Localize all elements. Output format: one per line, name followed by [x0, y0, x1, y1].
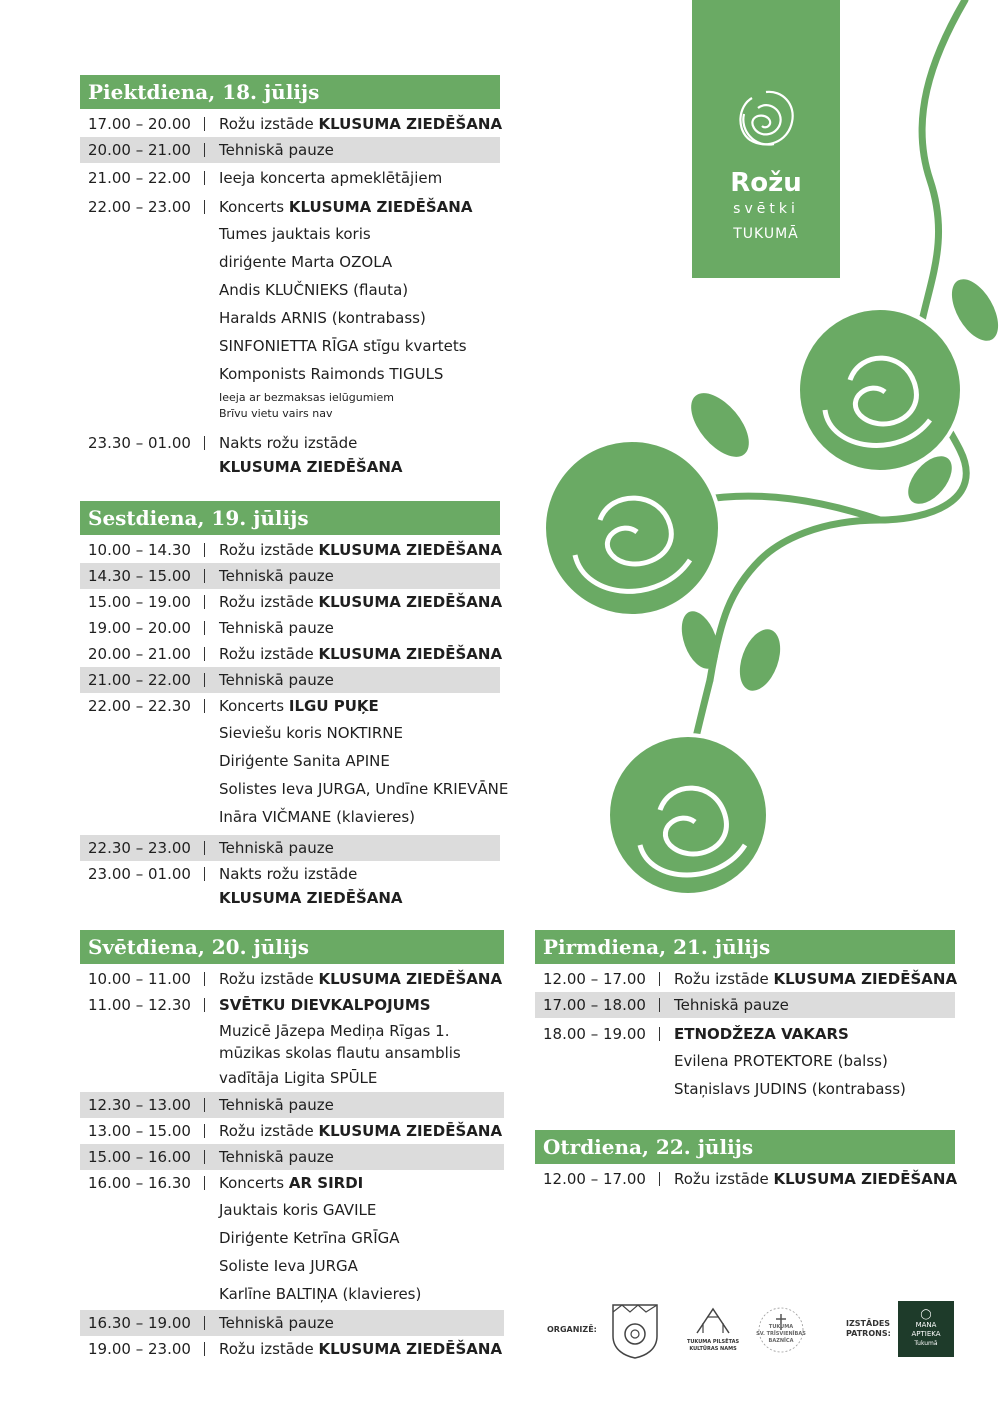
day-title: Otrdiena, 22. jūlijs [535, 1130, 955, 1164]
performer: Solistes Ieva JURGA, Undīne KRIEVĀNE [219, 780, 509, 798]
schedule-row: 10.00 – 14.30 Rožu izstāde KLUSUMA ZIEDĒŠANA [88, 541, 503, 559]
schedule-row-pause: 15.00 – 16.00 Tehniskā pauze [80, 1144, 504, 1170]
schedule-row-pause: 14.30 – 15.00 Tehniskā pauze [80, 563, 500, 589]
schedule-row: 12.00 – 17.00 Rožu izstāde KLUSUMA ZIEDĒŠANA [543, 1170, 958, 1188]
performer: Haralds ARNIS (kontrabass) [219, 309, 426, 327]
schedule-row: 10.00 – 11.00 Rožu izstāde KLUSUMA ZIEDĒŠANA [88, 970, 503, 988]
schedule-row-concert: 22.00 – 23.00 Koncerts KLUSUMA ZIEDĒŠANA [88, 198, 473, 216]
performer: Diriģente Sanita APINE [219, 752, 390, 770]
schedule-row-service: 11.00 – 12.30 SVĒTKU DIEVKALPOJUMS [88, 996, 431, 1014]
time: 17.00 – 20.00 [88, 115, 191, 133]
day-friday [80, 75, 503, 478]
patron-label: IZSTĀDES PATRONS: [846, 1319, 891, 1338]
schedule-row-pause: 12.30 – 13.00 Tehniskā pauze [80, 1092, 504, 1118]
day-tuesday [535, 1130, 958, 1192]
schedule-row-concert: 22.00 – 22.30 Koncerts ILGU PUĶE [88, 697, 379, 715]
performer: vadītāja Ligita SPŪLE [219, 1069, 378, 1087]
schedule-row: 20.00 – 21.00 Rožu izstāde KLUSUMA ZIEDĒŠANA [88, 645, 503, 663]
schedule-row-concert: 18.00 – 19.00 ETNODŽEZA VAKARS [543, 1025, 849, 1043]
note: Brīvu vietu vairs nav [219, 407, 333, 420]
day-title: Pirmdiena, 21. jūlijs [535, 930, 955, 964]
schedule-row-pause: 22.30 – 23.00 Tehniskā pauze [80, 835, 500, 861]
schedule-row: 19.00 – 23.00 Rožu izstāde KLUSUMA ZIEDĒŠANA [88, 1340, 503, 1358]
schedule-row: 13.00 – 15.00 Rožu izstāde KLUSUMA ZIEDĒŠANA [88, 1122, 503, 1140]
schedule-row: 17.00 – 20.00 Rožu izstāde KLUSUMA ZIEDĒŠANA [80, 111, 500, 137]
event-name: KLUSUMA ZIEDĒŠANA [219, 458, 403, 476]
day-monday [535, 930, 958, 1103]
schedule-row: 23.00 – 01.00 Nakts rožu izstāde [88, 865, 358, 883]
schedule-row-pause: 16.30 – 19.00 Tehniskā pauze [80, 1310, 504, 1336]
schedule-row: 12.00 – 17.00 Rožu izstāde KLUSUMA ZIEDĒŠANA [543, 970, 958, 988]
performer: Staņislavs JUDINS (kontrabass) [674, 1080, 906, 1098]
performer: Sieviešu koris NOKTIRNE [219, 724, 403, 742]
performer: Soliste Ieva JURGA [219, 1257, 358, 1275]
performer: Ināra VIČMANE (klavieres) [219, 808, 415, 826]
church-label: TUKUMA SV. TRĪSVIENĪBAS BAZNĪCA [756, 1324, 806, 1344]
culture-house-icon [693, 1303, 733, 1339]
tukums-coat-of-arms-icon [610, 1300, 660, 1360]
performer: Karlīne BALTIŅA (klavieres) [219, 1285, 422, 1303]
schedule-row: 21.00 – 22.00 Ieeja koncerta apmeklētājiem [88, 169, 443, 187]
day-sunday [80, 930, 504, 1362]
performer: Andis KLUČNIEKS (flauta) [219, 281, 409, 299]
day-saturday [80, 501, 509, 909]
logo-location: TUKUMĀ [733, 226, 799, 242]
schedule-row: 23.30 – 01.00 Nakts rožu izstāde [88, 434, 358, 452]
logo-subtitle: svētki [733, 201, 799, 217]
day-title: Piektdiena, 18. jūlijs [80, 75, 500, 109]
aptieka-icon: ◯ [920, 1309, 932, 1320]
event-name: KLUSUMA ZIEDĒŠANA [219, 889, 403, 907]
culture-house-label: TUKUMA PILSĒTAS KULTŪRAS NAMS [686, 1339, 740, 1352]
performer: mūzikas skolas flautu ansamblis [219, 1044, 461, 1062]
organize-label: ORGANIZĒ: [547, 1325, 597, 1334]
schedule-row-pause: 17.00 – 18.00 Tehniskā pauze [535, 992, 955, 1018]
performer: Evilena PROTEKTORE (balss) [674, 1052, 888, 1070]
performer: Diriģente Ketrīna GRĪGA [219, 1229, 400, 1247]
performer: Komponists Raimonds TIGULS [219, 365, 444, 383]
schedule-row-pause: 21.00 – 22.00 Tehniskā pauze [80, 667, 500, 693]
logo-title: Rožu [730, 168, 802, 198]
schedule-row-pause: 20.00 – 21.00 Tehniskā pauze [80, 137, 500, 163]
schedule-row-concert: 16.00 – 16.30 Koncerts AR SIRDI [88, 1174, 364, 1192]
mana-aptieka-logo: ◯ MANA APTIEKA Tukumā [898, 1301, 954, 1357]
performer: Muzicē Jāzepa Mediņa Rīgas 1. [219, 1022, 450, 1040]
performer: Tumes jauktais koris [219, 225, 371, 243]
performer: SINFONIETTA RĪGA stīgu kvartets [219, 337, 467, 355]
day-title: Sestdiena, 19. jūlijs [80, 501, 500, 535]
performer: diriģente Marta OZOLA [219, 253, 393, 271]
schedule-row-pause: 19.00 – 20.00 Tehniskā pauze [88, 619, 334, 637]
day-title: Svētdiena, 20. jūlijs [80, 930, 504, 964]
schedule-row: 15.00 – 19.00 Rožu izstāde KLUSUMA ZIEDĒŠANA [88, 593, 503, 611]
performer: Jauktais koris GAVILE [219, 1201, 377, 1219]
rose-logo-icon [730, 84, 802, 156]
note: Ieeja ar bezmaksas ielūgumiem [219, 391, 394, 404]
festival-logo [692, 0, 840, 278]
